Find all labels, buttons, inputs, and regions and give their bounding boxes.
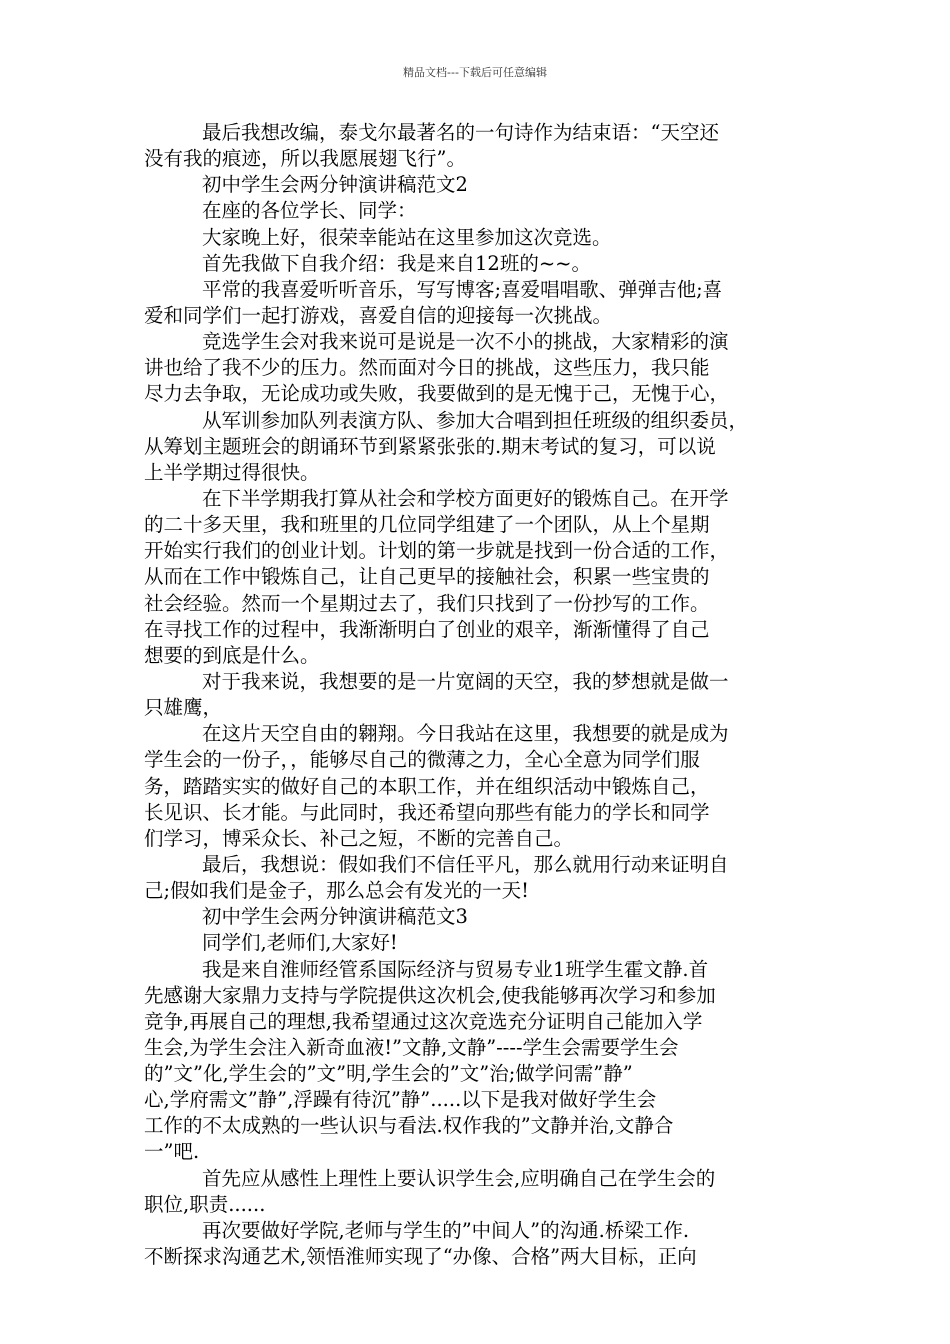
text-line: 一”吧. [144, 1140, 200, 1164]
document-body [144, 120, 808, 1270]
text-line: 在座的各位学长、同学： [202, 199, 417, 223]
text-line: 在寻找工作的过程中，我渐渐明白了创业的艰辛，渐渐懂得了自己 [144, 617, 710, 641]
text-line: 我是来自淮师经管系国际经济与贸易专业1班学生霍文静.首 [202, 957, 709, 981]
text-line: 不断探求沟通艺术,领悟淮师实现了“办像、合格”两大目标，正向 [144, 1245, 697, 1269]
text-line: 上半学期过得很快。 [144, 460, 320, 484]
text-line: 己;假如我们是金子，那么总会有发光的一天! [144, 879, 529, 903]
text-line: 想要的到底是什么。 [144, 643, 320, 667]
text-line: 先感谢大家鼎力支持与学院提供这次机会,使我能够再次学习和参加 [144, 983, 716, 1007]
text-line: 没有我的痕迹，所以我愿展翅飞行”。 [144, 147, 466, 171]
text-line: 爱和同学们一起打游戏，喜爱自信的迎接每一次挑战。 [144, 303, 613, 327]
text-line: 再次要做好学院,老师与学生的”中间人”的沟通.桥梁工作. [202, 1218, 690, 1242]
text-line: 心,学府需文”静”,浮躁有待沉”静”.....以下是我对做好学生会 [144, 1088, 657, 1112]
text-line: 生会,为学生会注入新奇血液!”文静,文静”----学生会需要学生会 [144, 1035, 679, 1059]
text-line: 竞选学生会对我来说可是说是一次不小的挑战，大家精彩的演 [202, 330, 729, 354]
text-line: 长见识、长才能。与此同时，我还希望向那些有能力的学长和同学 [144, 800, 710, 824]
text-line: 学生会的一份子，，能够尽自己的微薄之力，全心全意为同学们服 [144, 748, 700, 772]
text-line: 大家晚上好，很荣幸能站在这里参加这次竞选。 [202, 225, 612, 249]
text-line: 工作的不太成熟的一些认识与看法.权作我的”文静并治,文静合 [144, 1114, 674, 1138]
text-line: 对于我来说，我想要的是一片宽阔的天空，我的梦想就是做一 [202, 669, 729, 693]
text-line: 从筹划主题班会的朗诵环节到紧紧张张的.期末考试的复习，可以说 [144, 434, 716, 458]
text-line: 社会经验。然而一个星期过去了，我们只找到了一份抄写的工作。 [144, 591, 710, 615]
text-line: 首先应从感性上理性上要认识学生会,应明确自己在学生会的 [202, 1166, 716, 1190]
text-line: 讲也给了我不少的压力。然而面对今日的挑战，这些压力，我只能 [144, 356, 710, 380]
text-line: 的”文”化,学生会的”文”明,学生会的”文”治;做学问需”静” [144, 1062, 633, 1086]
text-line: 竞争,再展自己的理想,我希望通过这次竞选充分证明自己能加入学 [144, 1009, 703, 1033]
text-line: 只雄鹰， [144, 696, 223, 720]
text-line: 的二十多天里，我和班里的几位同学组建了一个团队，从上个星期 [144, 513, 710, 537]
text-line: 从而在工作中锻炼自己，让自己更早的接触社会，积累一些宝贵的 [144, 565, 710, 589]
text-line: 同学们,老师们,大家好! [202, 931, 398, 955]
page-header: 精品文档---下载后可任意编辑 [403, 66, 547, 79]
text-line: 在下半学期我打算从社会和学校方面更好的锻炼自己。在开学 [202, 486, 729, 510]
text-line: 职位,职责...... [144, 1192, 266, 1216]
text-line: 平常的我喜爱听听音乐，写写博客;喜爱唱唱歌、弹弹吉他;喜 [202, 277, 723, 301]
text-line: 最后我想改编，泰戈尔最著名的一句诗作为结束语：“天空还 [202, 121, 719, 144]
text-line: 务，踏踏实实的做好自己的本职工作，并在组织活动中锻炼自己， [144, 774, 710, 798]
text-line: 从军训参加队列表演方队、参加大合唱到担任班级的组织委员， [202, 408, 749, 432]
text-line: 最后，我想说：假如我们不信任平凡，那么就用行动来证明自 [202, 852, 729, 876]
text-line: 们学习，博采众长、补己之短，不断的完善自己。 [144, 826, 574, 850]
text-line: 开始实行我们的创业计划。计划的第一步就是找到一份合适的工作， [144, 539, 730, 563]
text-line: 尽力去争取，无论成功或失败，我要做到的是无愧于己，无愧于心， [144, 382, 730, 406]
text-line: 初中学生会两分钟演讲稿范文3 [202, 905, 468, 929]
text-line: 在这片天空自由的翱翔。今日我站在这里，我想要的就是成为 [202, 722, 729, 746]
text-line: 初中学生会两分钟演讲稿范文2 [202, 173, 468, 197]
text-line: 首先我做下自我介绍：我是来自12班的~~。 [202, 251, 591, 275]
